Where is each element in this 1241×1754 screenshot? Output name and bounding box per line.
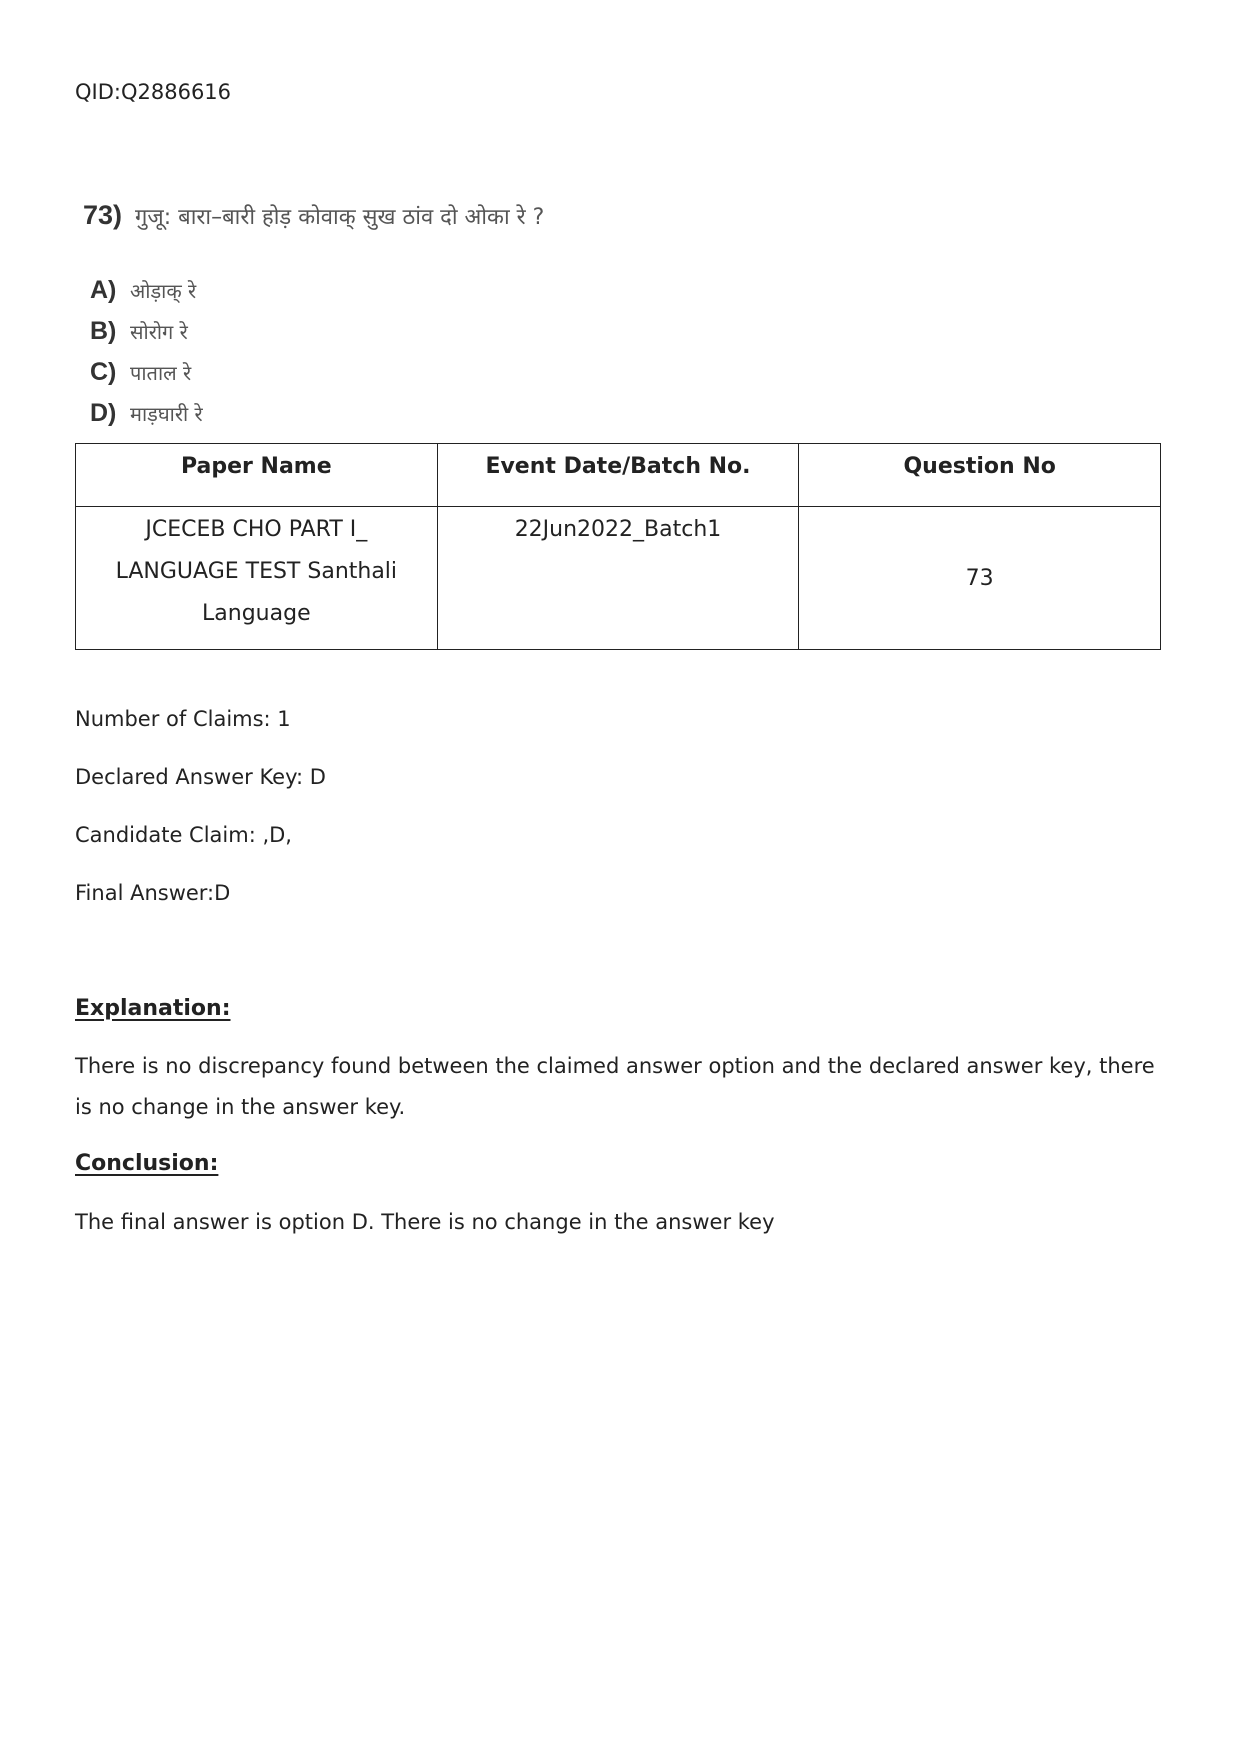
option-label: D) — [90, 399, 117, 427]
header-question-no: Question No — [799, 444, 1161, 507]
option-text: पाताल रे — [130, 361, 192, 385]
declared-answer-key: Declared Answer Key: D — [75, 765, 326, 789]
number-of-claims: Number of Claims: 1 — [75, 707, 291, 731]
option-label: B) — [90, 317, 117, 345]
options-list — [90, 270, 203, 434]
cell-paper-name: JCECEB CHO PART I_ LANGUAGE TEST Santhali Language — [76, 507, 438, 650]
option-b — [90, 311, 203, 352]
option-label: A) — [90, 276, 117, 304]
final-answer: Final Answer:D — [75, 881, 231, 905]
cell-question-no: 73 — [799, 507, 1161, 650]
table-row — [76, 507, 1161, 650]
option-text: सोरोग रे — [130, 320, 188, 344]
header-event-date: Event Date/Batch No. — [437, 444, 799, 507]
header-paper-name: Paper Name — [76, 444, 438, 507]
option-text: माड़घारी रे — [130, 402, 203, 426]
option-label: C) — [90, 358, 117, 386]
conclusion-heading: Conclusion: — [75, 1151, 219, 1176]
qid-label: QID:Q2886616 — [75, 80, 232, 104]
explanation-heading: Explanation: — [75, 996, 231, 1021]
cell-event-date: 22Jun2022_Batch1 — [437, 507, 799, 650]
question — [83, 200, 544, 231]
option-d — [90, 393, 203, 434]
table-header-row — [76, 444, 1161, 507]
explanation-text: There is no discrepancy found between the claimed answer option and the declared answer key, there is no change in the answer key. — [75, 1054, 1155, 1119]
option-c — [90, 352, 203, 393]
info-table — [75, 443, 1161, 650]
conclusion-text: The final answer is option D. There is no change in the answer key — [75, 1210, 775, 1234]
question-number: 73) — [83, 200, 123, 230]
option-text: ओड़ाक् रे — [130, 279, 197, 303]
candidate-claim: Candidate Claim: ,D, — [75, 823, 292, 847]
option-a — [90, 270, 203, 311]
question-text: गुजू: बारा–बारी होड़ कोवाक् सुख ठांव दो ओका रे ? — [135, 205, 545, 230]
